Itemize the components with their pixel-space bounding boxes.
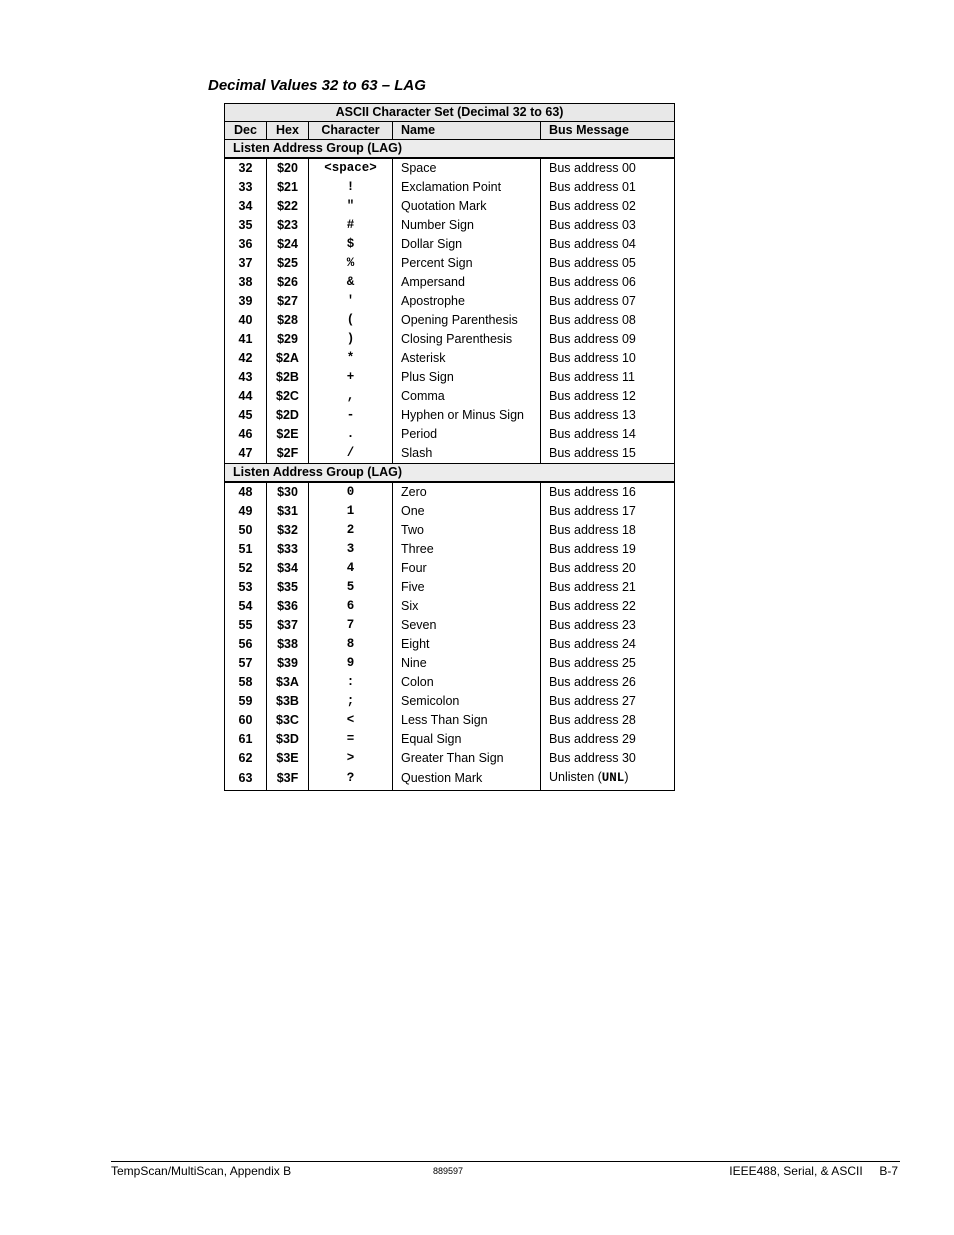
cell-bus-message: Bus address 16 xyxy=(541,482,675,502)
cell-dec: 34 xyxy=(225,197,267,216)
cell-character: % xyxy=(309,254,393,273)
cell-hex: $23 xyxy=(267,216,309,235)
cell-dec: 53 xyxy=(225,578,267,597)
footer-left: TempScan/MultiScan, Appendix B xyxy=(111,1164,292,1178)
cell-character: . xyxy=(309,425,393,444)
section-heading xyxy=(208,77,426,94)
column-header-character: Character xyxy=(309,122,393,140)
cell-name: Two xyxy=(393,521,541,540)
cell-dec: 36 xyxy=(225,235,267,254)
cell-character: : xyxy=(309,673,393,692)
cell-character: 8 xyxy=(309,635,393,654)
cell-name: Six xyxy=(393,597,541,616)
table-row xyxy=(225,197,675,216)
group-label: Listen Address Group (LAG) xyxy=(225,464,675,483)
section-heading-text: Decimal Values 32 to 63 – LAG xyxy=(208,77,426,94)
cell-bus-message: Bus address 11 xyxy=(541,368,675,387)
table-row xyxy=(225,749,675,768)
cell-hex: $22 xyxy=(267,197,309,216)
table-row xyxy=(225,635,675,654)
cell-dec: 52 xyxy=(225,559,267,578)
cell-name: Comma xyxy=(393,387,541,406)
table-row xyxy=(225,578,675,597)
cell-bus-message: Bus address 00 xyxy=(541,158,675,178)
cell-character: ; xyxy=(309,692,393,711)
cell-hex: $3C xyxy=(267,711,309,730)
cell-dec: 50 xyxy=(225,521,267,540)
table-row xyxy=(225,768,675,791)
cell-dec: 54 xyxy=(225,597,267,616)
cell-dec: 48 xyxy=(225,482,267,502)
footer-rule xyxy=(111,1161,900,1162)
cell-hex: $37 xyxy=(267,616,309,635)
table-row xyxy=(225,597,675,616)
table-row xyxy=(225,616,675,635)
cell-character: " xyxy=(309,197,393,216)
cell-hex: $2B xyxy=(267,368,309,387)
cell-bus-message: Bus address 23 xyxy=(541,616,675,635)
cell-character: 9 xyxy=(309,654,393,673)
cell-hex: $20 xyxy=(267,158,309,178)
cell-name: Opening Parenthesis xyxy=(393,311,541,330)
cell-character: / xyxy=(309,444,393,464)
cell-name: Asterisk xyxy=(393,349,541,368)
cell-character: ! xyxy=(309,178,393,197)
cell-name: Greater Than Sign xyxy=(393,749,541,768)
cell-name: Semicolon xyxy=(393,692,541,711)
cell-dec: 62 xyxy=(225,749,267,768)
table-row xyxy=(225,216,675,235)
cell-name: Question Mark xyxy=(393,768,541,791)
cell-dec: 32 xyxy=(225,158,267,178)
ascii-table xyxy=(224,103,675,791)
cell-bus-message: Bus address 13 xyxy=(541,406,675,425)
cell-dec: 45 xyxy=(225,406,267,425)
cell-dec: 55 xyxy=(225,616,267,635)
cell-bus-message: Bus address 07 xyxy=(541,292,675,311)
cell-character: ) xyxy=(309,330,393,349)
cell-name: Number Sign xyxy=(393,216,541,235)
cell-hex: $2C xyxy=(267,387,309,406)
table-row xyxy=(225,654,675,673)
table-row xyxy=(225,711,675,730)
cell-hex: $21 xyxy=(267,178,309,197)
cell-hex: $3A xyxy=(267,673,309,692)
cell-name: Closing Parenthesis xyxy=(393,330,541,349)
cell-hex: $29 xyxy=(267,330,309,349)
cell-dec: 49 xyxy=(225,502,267,521)
cell-hex: $27 xyxy=(267,292,309,311)
cell-hex: $26 xyxy=(267,273,309,292)
cell-hex: $38 xyxy=(267,635,309,654)
cell-name: Five xyxy=(393,578,541,597)
cell-character: 7 xyxy=(309,616,393,635)
cell-character: ' xyxy=(309,292,393,311)
table-row xyxy=(225,158,675,178)
table-row xyxy=(225,559,675,578)
cell-name: Quotation Mark xyxy=(393,197,541,216)
cell-name: Equal Sign xyxy=(393,730,541,749)
cell-name: Eight xyxy=(393,635,541,654)
cell-dec: 39 xyxy=(225,292,267,311)
cell-character: > xyxy=(309,749,393,768)
table-row xyxy=(225,730,675,749)
cell-name: Colon xyxy=(393,673,541,692)
cell-name: Four xyxy=(393,559,541,578)
table-row xyxy=(225,425,675,444)
cell-character: 3 xyxy=(309,540,393,559)
cell-hex: $2E xyxy=(267,425,309,444)
table-row xyxy=(225,368,675,387)
cell-name: Percent Sign xyxy=(393,254,541,273)
cell-bus-message: Unlisten (UNL) xyxy=(541,768,675,791)
table-row xyxy=(225,673,675,692)
cell-name: Plus Sign xyxy=(393,368,541,387)
cell-hex: $31 xyxy=(267,502,309,521)
cell-hex: $30 xyxy=(267,482,309,502)
cell-bus-message: Bus address 19 xyxy=(541,540,675,559)
table-row xyxy=(225,330,675,349)
cell-character: 6 xyxy=(309,597,393,616)
cell-hex: $3D xyxy=(267,730,309,749)
cell-dec: 43 xyxy=(225,368,267,387)
cell-character: ( xyxy=(309,311,393,330)
cell-dec: 42 xyxy=(225,349,267,368)
column-header-bus-message: Bus Message xyxy=(541,122,675,140)
cell-hex: $25 xyxy=(267,254,309,273)
table-row xyxy=(225,692,675,711)
cell-character: , xyxy=(309,387,393,406)
cell-bus-message: Bus address 21 xyxy=(541,578,675,597)
cell-dec: 41 xyxy=(225,330,267,349)
cell-hex: $32 xyxy=(267,521,309,540)
cell-bus-message: Bus address 15 xyxy=(541,444,675,464)
cell-character: # xyxy=(309,216,393,235)
cell-dec: 51 xyxy=(225,540,267,559)
cell-hex: $2D xyxy=(267,406,309,425)
cell-bus-message: Bus address 01 xyxy=(541,178,675,197)
cell-dec: 46 xyxy=(225,425,267,444)
cell-name: Exclamation Point xyxy=(393,178,541,197)
table-row xyxy=(225,178,675,197)
cell-name: Apostrophe xyxy=(393,292,541,311)
cell-bus-message: Bus address 06 xyxy=(541,273,675,292)
cell-bus-message: Bus address 29 xyxy=(541,730,675,749)
cell-character: 4 xyxy=(309,559,393,578)
cell-dec: 40 xyxy=(225,311,267,330)
cell-dec: 57 xyxy=(225,654,267,673)
cell-name: Space xyxy=(393,158,541,178)
cell-character: $ xyxy=(309,235,393,254)
cell-name: Seven xyxy=(393,616,541,635)
cell-character: + xyxy=(309,368,393,387)
table-body xyxy=(225,140,675,791)
group-label: Listen Address Group (LAG) xyxy=(225,140,675,159)
table-row xyxy=(225,444,675,464)
cell-dec: 35 xyxy=(225,216,267,235)
cell-bus-message: Bus address 05 xyxy=(541,254,675,273)
table-row xyxy=(225,254,675,273)
cell-name: Hyphen or Minus Sign xyxy=(393,406,541,425)
cell-bus-message: Bus address 14 xyxy=(541,425,675,444)
footer-right: IEEE488, Serial, & ASCII B-7 xyxy=(729,1164,898,1178)
column-header-hex: Hex xyxy=(267,122,309,140)
cell-name: Nine xyxy=(393,654,541,673)
cell-character: < xyxy=(309,711,393,730)
table-row xyxy=(225,311,675,330)
cell-bus-message: Bus address 25 xyxy=(541,654,675,673)
cell-name: One xyxy=(393,502,541,521)
cell-name: Slash xyxy=(393,444,541,464)
cell-bus-message: Bus address 26 xyxy=(541,673,675,692)
cell-name: Three xyxy=(393,540,541,559)
cell-bus-message: Bus address 12 xyxy=(541,387,675,406)
cell-dec: 38 xyxy=(225,273,267,292)
cell-character: 1 xyxy=(309,502,393,521)
cell-name: Period xyxy=(393,425,541,444)
cell-bus-message: Bus address 02 xyxy=(541,197,675,216)
table-row xyxy=(225,292,675,311)
cell-dec: 44 xyxy=(225,387,267,406)
cell-bus-message: Bus address 22 xyxy=(541,597,675,616)
cell-character: & xyxy=(309,273,393,292)
column-header-dec: Dec xyxy=(225,122,267,140)
table-row xyxy=(225,406,675,425)
cell-bus-message: Bus address 09 xyxy=(541,330,675,349)
cell-hex: $3F xyxy=(267,768,309,791)
cell-dec: 59 xyxy=(225,692,267,711)
footer-center: 889597 xyxy=(433,1166,464,1176)
cell-dec: 33 xyxy=(225,178,267,197)
table-row xyxy=(225,273,675,292)
cell-character: - xyxy=(309,406,393,425)
cell-bus-message: Bus address 17 xyxy=(541,502,675,521)
cell-hex: $34 xyxy=(267,559,309,578)
cell-character: 5 xyxy=(309,578,393,597)
cell-dec: 58 xyxy=(225,673,267,692)
cell-hex: $36 xyxy=(267,597,309,616)
cell-bus-message: Bus address 20 xyxy=(541,559,675,578)
table-row xyxy=(225,540,675,559)
table-row xyxy=(225,502,675,521)
table-row xyxy=(225,521,675,540)
cell-character: 0 xyxy=(309,482,393,502)
cell-hex: $33 xyxy=(267,540,309,559)
cell-dec: 61 xyxy=(225,730,267,749)
cell-hex: $2F xyxy=(267,444,309,464)
cell-hex: $35 xyxy=(267,578,309,597)
cell-name: Less Than Sign xyxy=(393,711,541,730)
table-row xyxy=(225,235,675,254)
table-row xyxy=(225,349,675,368)
cell-character: 2 xyxy=(309,521,393,540)
cell-hex: $3B xyxy=(267,692,309,711)
cell-character: * xyxy=(309,349,393,368)
cell-bus-message: Bus address 24 xyxy=(541,635,675,654)
cell-hex: $3E xyxy=(267,749,309,768)
cell-bus-message: Bus address 04 xyxy=(541,235,675,254)
cell-name: Zero xyxy=(393,482,541,502)
unl-mnemonic: UNL xyxy=(601,771,625,785)
cell-hex: $2A xyxy=(267,349,309,368)
cell-bus-message: Bus address 18 xyxy=(541,521,675,540)
table-row xyxy=(225,387,675,406)
cell-bus-message: Bus address 10 xyxy=(541,349,675,368)
table-caption: ASCII Character Set (Decimal 32 to 63) xyxy=(225,104,675,122)
cell-dec: 47 xyxy=(225,444,267,464)
cell-bus-message: Bus address 08 xyxy=(541,311,675,330)
table-row xyxy=(225,482,675,502)
cell-hex: $24 xyxy=(267,235,309,254)
cell-dec: 60 xyxy=(225,711,267,730)
cell-bus-message: Bus address 03 xyxy=(541,216,675,235)
cell-hex: $28 xyxy=(267,311,309,330)
column-header-name: Name xyxy=(393,122,541,140)
cell-dec: 63 xyxy=(225,768,267,791)
group-header-row xyxy=(225,464,675,483)
cell-name: Ampersand xyxy=(393,273,541,292)
cell-bus-message: Bus address 28 xyxy=(541,711,675,730)
cell-bus-message: Bus address 30 xyxy=(541,749,675,768)
group-header-row xyxy=(225,140,675,159)
cell-character: ? xyxy=(309,768,393,791)
cell-name: Dollar Sign xyxy=(393,235,541,254)
cell-character: = xyxy=(309,730,393,749)
cell-dec: 56 xyxy=(225,635,267,654)
cell-dec: 37 xyxy=(225,254,267,273)
cell-hex: $39 xyxy=(267,654,309,673)
cell-character: <space> xyxy=(309,158,393,178)
cell-bus-message: Bus address 27 xyxy=(541,692,675,711)
